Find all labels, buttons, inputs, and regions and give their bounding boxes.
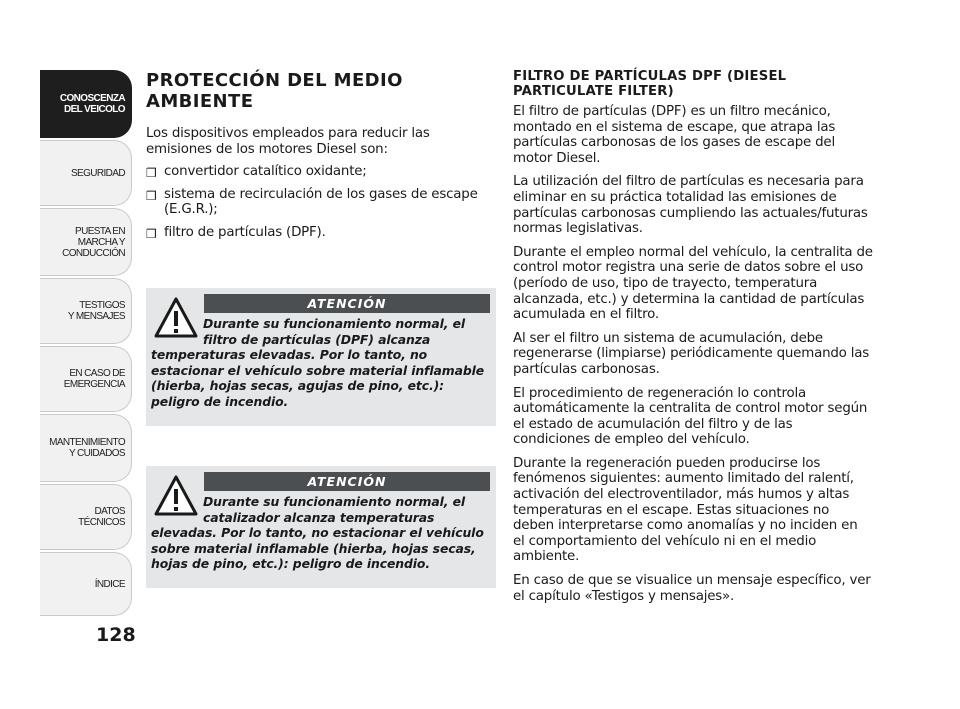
dpf-title-line-1: FILTRO DE PARTÍCULAS DPF (DIESEL: [513, 69, 787, 84]
tab-puesta-en-marcha[interactable]: [40, 208, 132, 276]
section-title-line-2: AMBIENTE: [146, 91, 254, 112]
tab-testigos-y-mensajes[interactable]: [40, 278, 132, 344]
dpf-section-title: [513, 70, 873, 99]
warning-box-catalyst: [146, 466, 496, 588]
tab-label: MANTENIMIENTO Y CUIDADOS: [49, 437, 125, 459]
checkbox-bullet-icon: ❒: [146, 166, 157, 181]
paragraph: El filtro de partículas (DPF) es un filtro mecánico, montado en el sistema de escape, que atrapa las partículas carbonosas de los gases de escape del motor Diesel.: [513, 104, 836, 166]
paragraph: Durante la regeneración pueden producirse los fenómenos siguientes: aumento limitado del ralentí, activación del electroventilador, más humos y altas temperaturas en el escape. Estas situaciones no deben interpretarse como anomalías y no inciden en el comportamiento del vehículo ni en el medio ambiente.: [513, 455, 858, 565]
warning-box-dpf: [146, 288, 496, 426]
tab-en-caso-de-emergencia[interactable]: [40, 346, 132, 412]
list-item: [146, 187, 496, 218]
tab-label: SEGURIDAD: [70, 167, 125, 179]
tab-datos-tecnicos[interactable]: [40, 484, 132, 550]
section-title: [146, 70, 496, 112]
tab-seguridad[interactable]: [40, 140, 132, 206]
paragraph: Al ser el filtro un sistema de acumulación, debe regenerarse (limpiarse) periódicamente quemando las partículas carbonosas.: [513, 330, 870, 377]
list-item-text: sistema de recirculación de los gases de escape (E.G.R.);: [164, 186, 478, 218]
paragraph: Durante el empleo normal del vehículo, la centralita de control motor registra una serie de datos sobre el uso (período de uso, tipo de trayecto, temperatura alcanzada, etc.) y determina la cantidad de partículas acumulada en el filtro.: [513, 244, 873, 323]
paragraph: En caso de que se visualice un mensaje específico, ver el capítulo «Testigos y mensajes».: [513, 573, 871, 604]
list-item: [146, 225, 496, 241]
tab-conoscenza-del-veicolo[interactable]: [40, 70, 132, 138]
warning-label: ATENCIÓN: [204, 294, 490, 313]
checkbox-bullet-icon: ❒: [146, 188, 157, 203]
checkbox-bullet-icon: ❒: [146, 226, 157, 241]
paragraph: El procedimiento de regeneración lo controla automáticamente la centralita de control motor según el estado de acumulación del filtro y de las condiciones de empleo del vehículo.: [513, 385, 868, 448]
list-item-text: convertidor catalítico oxidante;: [164, 164, 367, 180]
warning-text-container: [151, 494, 490, 572]
warning-text: Durante su funcionamiento normal, el catalizador alcanza temperaturas elevadas. Por lo tanto, no estacionar el vehículo sobre material inflamable (hierba, hojas secas, hojas de pino, etc.): peligro de incendio.: [151, 494, 484, 572]
tab-label: EN CASO DE EMERGENCIA: [63, 368, 125, 390]
warning-text-container: [151, 316, 490, 410]
tab-label: DATOS TÉCNICOS: [78, 506, 125, 528]
list-item: [146, 164, 496, 180]
tab-label: CONOSCENZA DEL VEICOLO: [59, 93, 125, 115]
section-title-line-1: PROTECCIÓN DEL MEDIO: [146, 70, 403, 91]
tab-indice[interactable]: [40, 552, 132, 616]
emission-devices-list: [146, 164, 496, 240]
dpf-title-line-2: PARTICULATE FILTER): [513, 83, 674, 99]
tab-label: TESTIGOS Y MENSAJES: [67, 300, 125, 322]
warning-label: ATENCIÓN: [204, 472, 490, 491]
warning-text: Durante su funcionamiento normal, el filtro de partículas (DPF) alcanza temperaturas elevadas. Por lo tanto, no estacionar el vehículo sobre material inflamable (hierba, hojas secas, agujas de pino, etc.): peligro de incendio.: [151, 316, 485, 409]
tab-label: ÍNDICE: [94, 578, 125, 590]
left-column: [146, 70, 496, 241]
list-item-text: filtro de partículas (DPF).: [164, 224, 326, 240]
page-number: 128: [96, 624, 136, 646]
right-column: [513, 70, 873, 604]
paragraph: La utilización del filtro de partículas es necesaria para eliminar en su práctica totalidad las emisiones de partículas carbonosas cumpliendo las actuales/futuras normas legislativas.: [513, 174, 868, 237]
intro-paragraph: Los dispositivos empleados para reducir las emisiones de los motores Diesel son:: [146, 126, 430, 157]
tab-mantenimiento-y-cuidados[interactable]: [40, 414, 132, 482]
tab-label: PUESTA EN MARCHA Y CONDUCCIÓN: [62, 225, 125, 259]
